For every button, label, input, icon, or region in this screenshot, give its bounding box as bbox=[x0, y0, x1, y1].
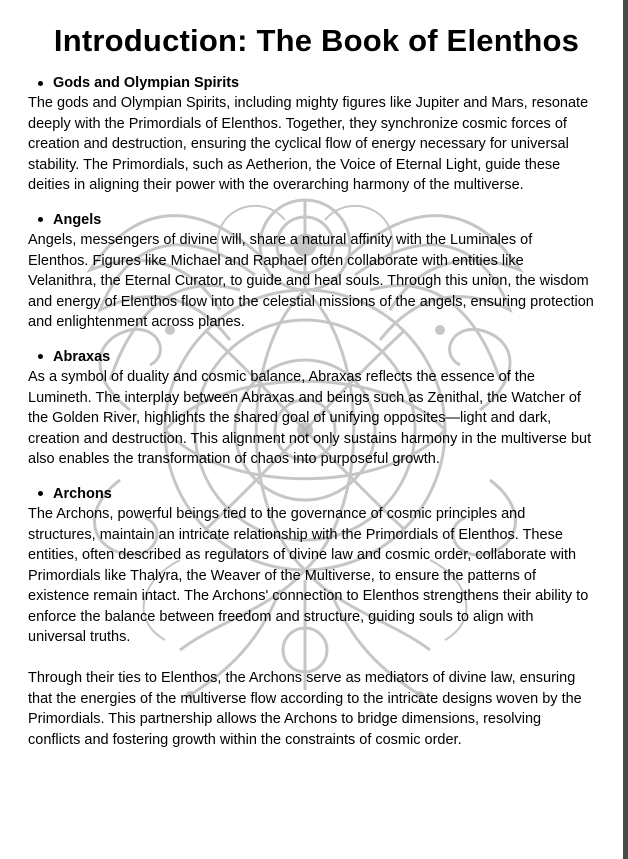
section-heading bbox=[28, 347, 595, 367]
closing-paragraph: Through their ties to Elenthos, the Archons serve as mediators of divine law, ensuring that the energies of the multiverse flow according to the intricate designs woven by the Primordials. This partnership allows the Archons to bridge dimensions, resolving conflicts and fostering growth within the constraints of cosmic order. bbox=[28, 670, 582, 748]
section-heading bbox=[28, 73, 595, 93]
section-heading-text: Archons bbox=[53, 485, 112, 502]
section-abraxas bbox=[28, 347, 595, 470]
section-archons bbox=[28, 484, 595, 648]
section-heading bbox=[28, 484, 595, 504]
section-gods bbox=[28, 73, 595, 196]
section-heading bbox=[28, 210, 595, 230]
bullet-icon bbox=[38, 354, 43, 359]
section-body: Angels, messengers of divine will, share a natural affinity with the Luminales of Elenthos. Figures like Michael and Raphael often collaborate with entities like Velanithra, the Eternal Curator, to guide and heal souls. Through this union, the wisdom and energy of Elenthos flow into the celestial missions of the angels, ensuring protection and enlightenment across planes. bbox=[28, 231, 594, 331]
section-heading-text: Gods and Olympian Spirits bbox=[53, 75, 240, 91]
section-angels bbox=[28, 210, 595, 333]
section-body: The Archons, powerful beings tied to the governance of cosmic principles and structures, maintain an intricate relationship with the Primordials of Elenthos. These entities, often described as regulators of divine law and cosmic order, collaborate with Primordials like Thalyra, the Weaver of the Multiverse, to ensure the patterns of existence remain intact. The Archons' connection to Elenthos strengthens their ability to enforce the balance between freedom and structure, guiding souls to align with universal truths. bbox=[28, 505, 589, 646]
section-heading-text: Angels bbox=[53, 211, 102, 228]
section-body: The gods and Olympian Spirits, including mighty figures like Jupiter and Mars, resonate deeply with the Primordials of Elenthos. Together, they synchronize cosmic forces of creation and destruction, ensuring the cyclical flow of energy necessary for universal stability. The Primordials, such as Aetherion, the Voice of Eternal Light, guide these deities in aligning their power with the overarching harmony of the multiverse. bbox=[28, 95, 589, 194]
bullet-icon bbox=[38, 491, 43, 496]
section-body: As a symbol of duality and cosmic balance, Abraxas reflects the essence of the Lumineth. The interplay between Abraxas and beings such as Zenithal, the Watcher of the Golden River, highlights the shared goal of unifying opposites—light and dark, creation and destruction. This alignment not only sustains harmony in the multiverse but also enables the transformation of chaos into purposeful growth. bbox=[28, 368, 592, 468]
bullet-icon bbox=[38, 217, 43, 222]
document-content bbox=[28, 20, 595, 750]
bullet-icon bbox=[38, 81, 43, 86]
page-title: Introduction: The Book of Elenthos bbox=[53, 23, 580, 58]
page-right-border bbox=[623, 0, 628, 859]
section-heading-text: Abraxas bbox=[53, 348, 111, 365]
